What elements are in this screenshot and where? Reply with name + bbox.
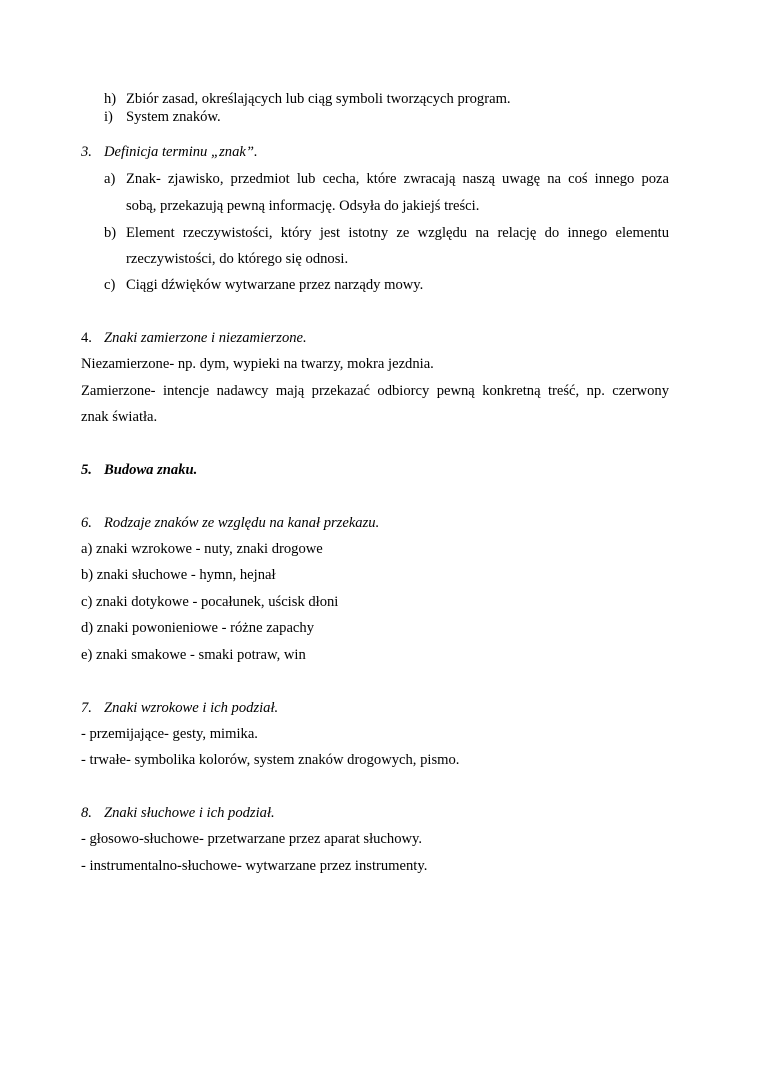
paragraph: Zamierzone- intencje nadawcy mają przekazać odbiorcy pewną konkretną treść, np. czerwony [81, 383, 669, 399]
list-item-label: c) [104, 277, 116, 293]
list-item-text-continued: rzeczywistości, do którego się odnosi. [126, 251, 349, 267]
list-item-label: i) [104, 109, 113, 125]
list-item: c) znaki dotykowe - pocałunek, uścisk dłoni [81, 594, 339, 610]
section-5-heading: Budowa znaku. [104, 462, 198, 478]
list-item-label: a) [104, 171, 116, 187]
section-4-number: 4. [81, 330, 92, 346]
section-7-number: 7. [81, 700, 92, 716]
section-6-heading: Rodzaje znaków ze względu na kanał przekazu. [104, 515, 380, 531]
list-item-label: h) [104, 91, 117, 107]
section-8-heading: Znaki słuchowe i ich podział. [104, 805, 275, 821]
list-item: - trwałe- symbolika kolorów, system znaków drogowych, pismo. [81, 752, 460, 768]
section-5-number: 5. [81, 462, 92, 478]
list-item: b) znaki słuchowe - hymn, hejnał [81, 567, 276, 583]
list-item-label: b) [104, 225, 117, 241]
paragraph: Niezamierzone- np. dym, wypieki na twarzy, mokra jezdnia. [81, 356, 434, 372]
list-item-text: System znaków. [126, 109, 221, 125]
list-item: - głosowo-słuchowe- przetwarzane przez aparat słuchowy. [81, 831, 423, 847]
list-item-text: Element rzeczywistości, który jest istotny ze względu na relację do innego elementu [126, 225, 669, 241]
list-item-text: Zbiór zasad, określających lub ciąg symboli tworzących program. [126, 91, 511, 107]
list-item: e) znaki smakowe - smaki potraw, win [81, 647, 306, 663]
section-6-number: 6. [81, 515, 92, 531]
section-7-heading: Znaki wzrokowe i ich podział. [104, 700, 279, 716]
paragraph-continued: znak światła. [81, 409, 158, 425]
section-3-number: 3. [81, 144, 92, 160]
list-item-text: Znak- zjawisko, przedmiot lub cecha, które zwracają naszą uwagę na coś innego poza [126, 171, 669, 187]
section-4-heading: Znaki zamierzone i niezamierzone. [104, 330, 307, 346]
list-item-text: Ciągi dźwięków wytwarzane przez narządy mowy. [126, 277, 424, 293]
list-item: a) znaki wzrokowe - nuty, znaki drogowe [81, 541, 323, 557]
list-item-text-continued: sobą, przekazują pewną informację. Odsyła do jakiejś treści. [126, 198, 480, 214]
list-item: - przemijające- gesty, mimika. [81, 726, 258, 742]
section-8-number: 8. [81, 805, 92, 821]
list-item: d) znaki powonieniowe - różne zapachy [81, 620, 314, 636]
section-3-heading: Definicja terminu „znak”. [104, 144, 258, 160]
list-item: - instrumentalno-słuchowe- wytwarzane przez instrumenty. [81, 858, 428, 874]
